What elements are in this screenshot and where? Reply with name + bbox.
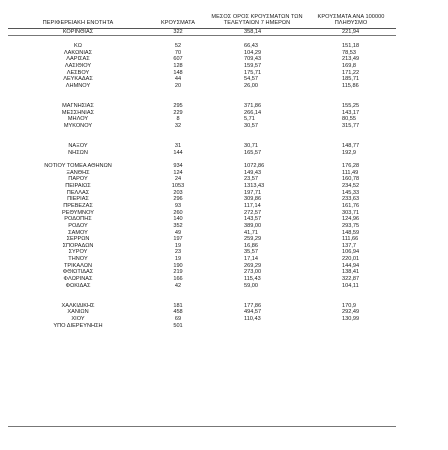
- table-row: [8, 203, 396, 210]
- avg7-cell: 16,86: [244, 242, 258, 249]
- avg7-cell: 35,57: [244, 249, 258, 256]
- per100k-cell: 161,76: [342, 202, 360, 209]
- avg7-cell: 149,43: [244, 169, 262, 176]
- table-row: [8, 223, 396, 230]
- header-avg7: ΜΕΣΟΣ ΟΡΟΣ ΚΡΟΥΣΜΑΤΩΝ ΤΩΝ ΤΕΛΕΥΤΑΙΩΝ 7 ΗΜΕΡΩΝ: [208, 14, 306, 28]
- avg7-cell: 115,43: [244, 276, 261, 283]
- cases-cell: 296: [173, 196, 183, 203]
- region-name-cell: ΝΟΤΙΟΥ ΤΟΜΕΑ ΑΘΗΝΩΝ: [44, 162, 112, 169]
- table-row: [8, 163, 396, 170]
- avg7-cell: 1313,43: [244, 182, 265, 189]
- per100k-cell: 144,94: [342, 262, 360, 269]
- spacer-row: [8, 136, 396, 143]
- cases-cell: 197: [173, 236, 183, 243]
- table-row: [8, 50, 396, 57]
- table-row: [8, 243, 396, 250]
- cases-cell: 219: [173, 269, 183, 276]
- table-row: [8, 256, 396, 263]
- avg7-cell: 494,57: [244, 309, 262, 316]
- per100k-cell: 220,01: [342, 256, 360, 263]
- region-name-cell: ΠΕΙΡΑΙΩΣ: [65, 182, 91, 189]
- avg7-cell: 143,57: [244, 216, 262, 223]
- avg7-cell: 709,43: [244, 56, 262, 63]
- per100k-cell: 138,41: [342, 269, 360, 276]
- per100k-cell: 148,59: [342, 229, 360, 236]
- cases-cell: 1053: [171, 182, 185, 189]
- region-name-cell: ΜΗΛΟΥ: [67, 116, 89, 123]
- region-name-cell: ΦΩΚΙΔΑΣ: [65, 282, 91, 289]
- per100k-cell: 292,49: [342, 309, 360, 316]
- table-row: [8, 28, 396, 36]
- region-name-cell: ΧΑΝΙΩΝ: [67, 309, 89, 316]
- region-name-cell: ΡΟΔΟΠΗΣ: [64, 216, 92, 223]
- region-name-cell: ΦΛΩΡΙΝΑΣ: [63, 276, 93, 283]
- cases-cell: 203: [173, 189, 183, 196]
- cases-cell: 19: [174, 242, 182, 249]
- cases-cell: 70: [174, 49, 182, 56]
- region-name-cell: ΚΩ: [74, 43, 82, 50]
- table-row: [8, 210, 396, 217]
- region-name-cell: ΣΑΜΟΥ: [68, 229, 88, 236]
- table-row: [8, 56, 396, 63]
- per100k-cell: 104,11: [342, 282, 359, 289]
- avg7-cell: 66,43: [244, 43, 258, 50]
- region-name-cell: ΝΗΣΩΝ: [68, 149, 88, 156]
- per100k-cell: 143,17: [342, 109, 360, 116]
- per100k-cell: 171,22: [342, 69, 360, 76]
- per100k-cell: 124,96: [342, 216, 360, 223]
- region-name-cell: ΛΑΣΙΘΙΟΥ: [64, 63, 92, 70]
- avg7-cell: 23,57: [244, 176, 258, 183]
- region-name-cell: ΠΕΛΛΑΣ: [66, 189, 90, 196]
- table-row: [8, 70, 396, 77]
- header-per100k: ΚΡΟΥΣΜΑΤΑ ΑΝΑ 100000 ΠΛΗΘΥΣΜΟ: [306, 14, 396, 28]
- table-row: [8, 183, 396, 190]
- per100k-cell: 115,86: [342, 83, 359, 90]
- table-row: [8, 176, 396, 183]
- table-row: [8, 143, 396, 150]
- spacer-row: [8, 296, 396, 303]
- per100k-cell: 176,28: [342, 162, 360, 169]
- table-row: [8, 63, 396, 70]
- avg7-cell: 30,57: [244, 123, 258, 129]
- table-row: [8, 170, 396, 177]
- per100k-cell: 303,71: [342, 209, 360, 216]
- cases-cell: 32: [174, 123, 182, 129]
- cases-cell: 42: [174, 282, 182, 289]
- spacer-row: [8, 36, 396, 43]
- table-row: [8, 230, 396, 237]
- avg7-cell: 266,14: [244, 109, 262, 116]
- region-name-cell: ΛΕΥΚΑΔΑΣ: [63, 76, 93, 83]
- per100k-cell: 145,33: [342, 189, 360, 196]
- cases-cell: 23: [174, 249, 182, 256]
- avg7-cell: 272,57: [244, 209, 262, 216]
- region-name-cell: ΜΕΣΣΗΝΙΑΣ: [61, 109, 95, 116]
- region-name-cell: ΡΟΔΟΥ: [68, 222, 88, 229]
- per100k-cell: 221,94: [306, 28, 396, 36]
- cases-cell: 69: [174, 316, 182, 323]
- avg7-cell: 41,71: [244, 229, 258, 236]
- table-row: [8, 116, 396, 123]
- avg7-cell: 273,00: [244, 269, 262, 276]
- cases-cell: 140: [173, 216, 183, 223]
- per100k-cell: 315,77: [342, 123, 360, 129]
- region-name-cell: ΠΙΕΡΙΑΣ: [67, 196, 89, 203]
- per100k-cell: [306, 323, 396, 330]
- cases-cell: 128: [173, 63, 183, 70]
- table-row: [8, 263, 396, 270]
- table-row: [8, 150, 396, 157]
- region-name-cell: ΚΟΡΙΝΘΙΑΣ: [8, 28, 148, 36]
- per100k-cell: 151,18: [342, 43, 360, 50]
- table-row: [8, 216, 396, 223]
- header-cases: ΚΡΟΥΣΜΑΤΑ: [148, 14, 208, 28]
- avg7-cell: 59,00: [244, 282, 258, 289]
- region-name-cell: ΤΗΝΟΥ: [68, 256, 88, 263]
- table-row: [8, 323, 396, 330]
- region-name-cell: ΦΘΙΩΤΙΔΑΣ: [62, 269, 94, 276]
- cases-cell: 352: [173, 222, 183, 229]
- spacer-row: [8, 96, 396, 103]
- region-name-cell: ΠΑΡΟΥ: [68, 176, 88, 183]
- avg7-cell: 371,86: [244, 103, 262, 110]
- per100k-cell: 185,71: [342, 76, 360, 83]
- cases-cell: 93: [174, 202, 182, 209]
- table-row: [8, 316, 396, 323]
- per100k-cell: 111,66: [342, 236, 359, 243]
- table-row: [8, 43, 396, 50]
- spacer-row: [8, 156, 396, 163]
- cases-cell: 458: [173, 309, 183, 316]
- table-header: [8, 14, 396, 28]
- cases-cell: 166: [173, 276, 183, 283]
- per100k-cell: 137,7: [342, 242, 356, 249]
- cases-cell: 190: [173, 262, 183, 269]
- avg7-cell: 309,86: [244, 196, 262, 203]
- avg7-cell: 54,57: [244, 76, 258, 83]
- region-name-cell: ΛΑΡΙΣΑΣ: [66, 56, 90, 63]
- avg7-cell: 26,00: [244, 83, 258, 90]
- per100k-cell: 234,52: [342, 182, 360, 189]
- table-row: [8, 276, 396, 283]
- per100k-cell: 160,78: [342, 176, 360, 183]
- avg7-cell: 110,43: [244, 316, 261, 323]
- avg7-cell: 30,71: [244, 142, 258, 149]
- avg7-cell: 117,14: [244, 202, 261, 209]
- cases-cell: 934: [173, 162, 183, 169]
- table-row: [8, 269, 396, 276]
- avg7-cell: 175,71: [244, 69, 262, 76]
- avg7-cell: 197,71: [244, 189, 262, 196]
- region-name-cell: ΛΑΚΩΝΙΑΣ: [63, 49, 93, 56]
- cases-cell: 52: [174, 43, 182, 50]
- per100k-cell: 78,53: [342, 49, 356, 56]
- region-name-cell: ΞΑΝΘΗΣ: [66, 169, 90, 176]
- cases-cell: 8: [176, 116, 180, 123]
- avg7-cell: 17,14: [244, 256, 258, 263]
- per100k-cell: 233,63: [342, 196, 360, 203]
- avg7-cell: 259,29: [244, 236, 262, 243]
- per100k-cell: 106,94: [342, 249, 360, 256]
- avg7-cell: 165,57: [244, 149, 262, 156]
- table-row: [8, 103, 396, 110]
- region-name-cell: ΡΕΘΥΜΝΟΥ: [62, 209, 94, 216]
- table-row: [8, 196, 396, 203]
- avg7-cell: 5,71: [244, 116, 255, 123]
- per100k-cell: 130,99: [342, 316, 360, 323]
- table-row: [8, 303, 396, 310]
- cases-cell: 19: [174, 256, 182, 263]
- cases-cell: 229: [173, 109, 183, 116]
- avg7-cell: 104,29: [244, 49, 262, 56]
- cases-cell: 501: [173, 322, 183, 329]
- per100k-cell: 322,87: [342, 276, 360, 283]
- region-name-cell: ΣΥΡΟΥ: [68, 249, 88, 256]
- avg7-cell: 177,86: [244, 302, 262, 309]
- table-row: [8, 236, 396, 243]
- cases-cell: 31: [174, 142, 182, 149]
- avg7-cell: [208, 323, 306, 330]
- region-name-cell: ΤΡΙΚΑΛΩΝ: [63, 262, 93, 269]
- cases-cell: 144: [173, 149, 183, 156]
- region-name-cell: ΜΥΚΟΝΟΥ: [63, 123, 93, 129]
- table-row: [8, 190, 396, 197]
- region-name-cell: ΜΑΓΝΗΣΙΑΣ: [62, 103, 94, 110]
- header-region: ΠΕΡΙΦΕΡΕΙΑΚΗ ΕΝΟΤΗΤΑ: [8, 14, 148, 28]
- cases-table: [8, 14, 396, 329]
- per100k-cell: 169,8: [342, 63, 356, 70]
- cases-cell: 260: [173, 209, 183, 216]
- cases-cell: 20: [174, 83, 182, 90]
- per100k-cell: 148,77: [342, 142, 360, 149]
- region-name-cell: ΣΠΟΡΑΔΩΝ: [62, 242, 94, 249]
- table-row: [8, 283, 396, 290]
- region-name-cell: ΛΕΣΒΟΥ: [66, 69, 90, 76]
- cases-cell: 322: [148, 28, 208, 36]
- cases-cell: 181: [173, 302, 183, 309]
- cases-cell: 124: [173, 169, 183, 176]
- cases-cell: 295: [173, 103, 183, 110]
- table-row: [8, 110, 396, 117]
- cases-cell: 24: [174, 176, 182, 183]
- avg7-cell: 358,14: [208, 28, 306, 36]
- avg7-cell: 389,00: [244, 222, 262, 229]
- per100k-cell: 213,49: [342, 56, 360, 63]
- per100k-cell: 155,25: [342, 103, 360, 110]
- table-row: [8, 76, 396, 83]
- region-name-cell: ΠΡΕΒΕΖΑΣ: [63, 202, 93, 209]
- table-row: [8, 249, 396, 256]
- cases-cell: 44: [174, 76, 182, 83]
- spacer-row: [8, 130, 396, 137]
- cases-cell: 148: [173, 69, 183, 76]
- region-name-cell: ΝΑΞΟΥ: [68, 142, 88, 149]
- spacer-row: [8, 90, 396, 97]
- spacer-row: [8, 289, 396, 296]
- avg7-cell: 269,29: [244, 262, 262, 269]
- table-row: [8, 309, 396, 316]
- cases-cell: 49: [174, 229, 182, 236]
- region-name-cell: ΥΠΟ ΔΙΕΡΕΥΝΗΣΗ: [53, 322, 103, 329]
- bottom-rule: [8, 426, 396, 427]
- region-name-cell: ΛΗΜΝΟΥ: [65, 83, 91, 90]
- avg7-cell: 1072,86: [244, 162, 265, 169]
- cases-cell: 607: [173, 56, 183, 63]
- per100k-cell: 80,55: [342, 116, 356, 123]
- region-name-cell: ΧΑΛΚΙΔΙΚΗΣ: [61, 302, 95, 309]
- per100k-cell: 293,75: [342, 222, 360, 229]
- region-name-cell: ΧΙΟΥ: [71, 316, 85, 323]
- table-row: [8, 83, 396, 90]
- table-body: [8, 28, 396, 329]
- table-row: [8, 123, 396, 130]
- avg7-cell: 159,57: [244, 63, 262, 70]
- per100k-cell: 192,9: [342, 149, 356, 156]
- region-name-cell: ΣΕΡΡΩΝ: [66, 236, 90, 243]
- per100k-cell: 170,9: [342, 302, 356, 309]
- per100k-cell: 111,49: [342, 169, 359, 176]
